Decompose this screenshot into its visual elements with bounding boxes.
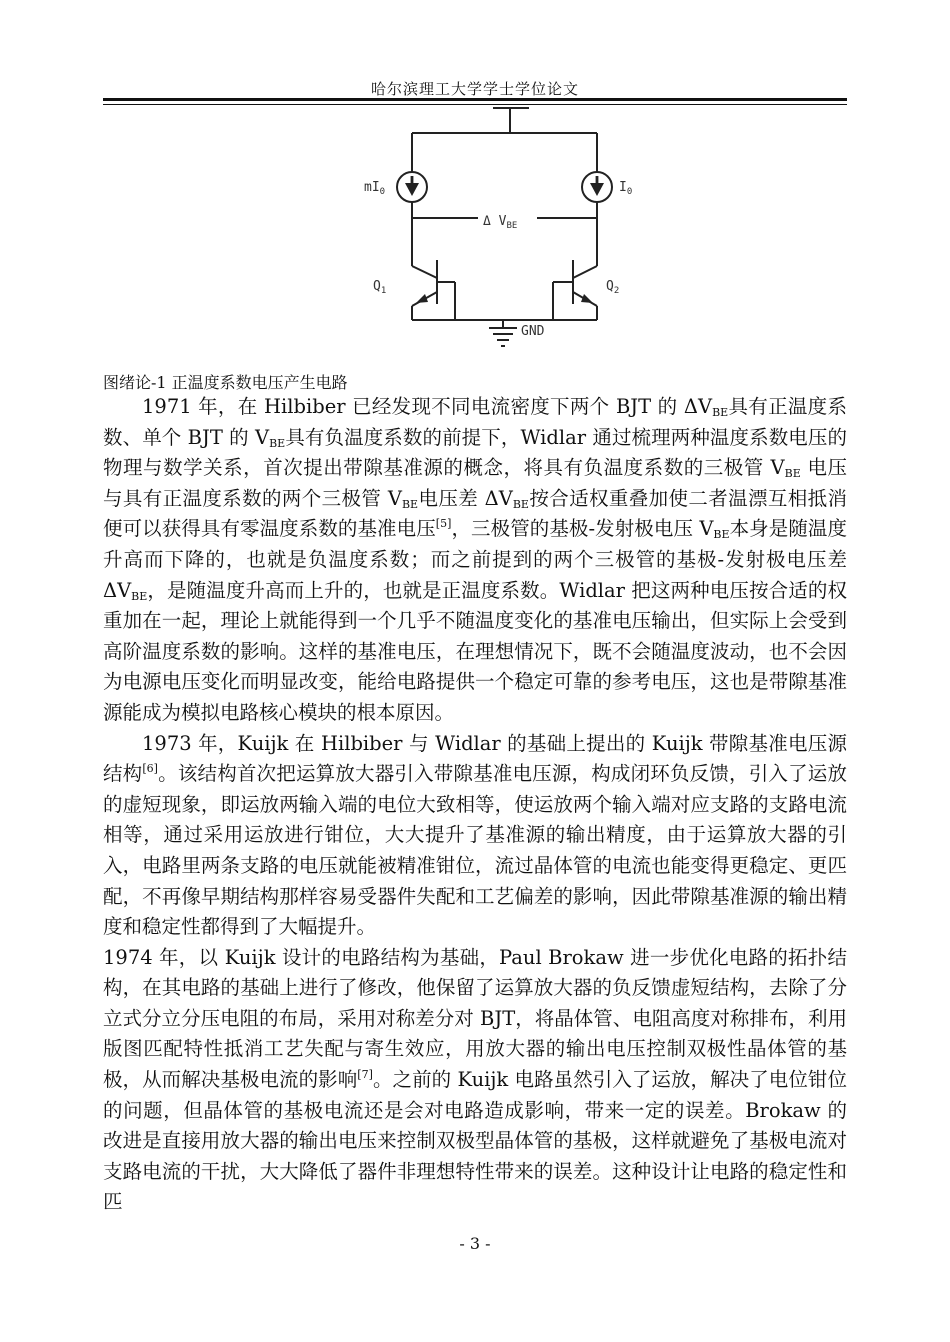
label-delta-vbe: Δ $V_{BE}$ xyxy=(483,214,518,231)
label-q1: $Q_1$ xyxy=(373,279,387,296)
circuit-figure xyxy=(355,106,655,356)
label-q2: $Q_2$ xyxy=(606,279,620,296)
page-number: - 3 - xyxy=(459,1234,491,1253)
paragraph-3: 1974 年，以 Kuijk 设计的电路结构为基础，Paul Brokaw 进一步优化电路的拓扑结构，在其电路的基础上进行了修改，他保留了运算放大器的负反馈虚短结构，去除了分立式分立分压电阻的布局，采用对称差分对 BJT，将晶体管、电阻高度对称排布，利用版图匹配特性抵消工艺失配与寄生效应，用放大器的输出电压控制双极性晶体管的基极，从而解决基极电流的影响[7]。之前的 Kuijk 电路虽然引入了运放，解决了电位钳位的问题，但晶体管的基极电流还是会对电路造成影响，带来一定的误差。Brokaw 的改进是直接用放大器的输出电压来控制双极型晶体管的基极，这样就避免了基极电流对支路电流的干扰，大大降低了器件非理想特性带来的误差。这种设计让电路的稳定性和匹 xyxy=(103,945,847,1214)
label-i0: $I_0$ xyxy=(619,180,633,197)
q1-collector xyxy=(412,266,437,278)
citation-5: [5] xyxy=(435,517,452,531)
citation-6: [6] xyxy=(142,762,158,776)
header-rule-thin xyxy=(103,104,847,105)
label-gnd: GND xyxy=(521,324,545,339)
label-mi0: $mI_0$ xyxy=(364,180,386,197)
q2-collector xyxy=(573,266,597,278)
paragraph-1: 1971 年，在 Hilbiber 已经发现不同电流密度下两个 BJT 的 $\Delta V_{BE}$具有正温度系数、单个 BJT 的 $V_{BE}$具有负温度系数的前提下，Widlar 通过梳理两种温度系数电压的物理与数学关系，首次提出带隙基准源的概念，将具有负温度系数的三极管 $V_{BE}$ 电压与具有正温度系数的两个三极管 $V_{BE}$电压差 $\Delta V_{BE}$按合适权重叠加使二者温漂互相抵消便可以获得具有零温度系数的基准电压[5]，三极管的基极-发射极电压 $V_{BE}$本身是随温度升高而下降的，也就是负温度系数；而之前提到的两个三极管的基极-发射极电压差 $\Delta V_{BE}$，是随温度升高而上升的，也就是正温度系数。Widlar 把这两种电压按合适的权重加在一起，理论上就能得到一个几乎不随温度变化的基准电压输出，但实际上会受到高阶温度系数的影响。这样的基准电压，在理想情况下，既不会随温度波动，也不会因为电源电压变化而明显改变，能给电路提供一个稳定可靠的参考电压，这也是带隙基准源能成为模拟电路核心模块的根本原因。 xyxy=(103,395,847,724)
q1-emitter-arrow xyxy=(416,294,428,303)
header-rule-thick xyxy=(103,98,847,101)
body-text xyxy=(103,392,847,1218)
paragraph-2: 1973 年，Kuijk 在 Hilbiber 与 Widlar 的基础上提出的 Kuijk 带隙基准电压源结构[6]。该结构首次把运算放大器引入带隙基准电压源，构成闭环负反馈，引入了运放的虚短现象，即运放两输入端的电位大致相等，使运放两个输入端对应支路的支路电流相等，通过采用运放进行钳位，大大提升了基准源的输出精度，由于运算放大器的引入，电路里两条支路的电压就能被精准钳位，流过晶体管的电流也能变得更稳定、更匹配，不再像早期结构那样容易受器件失配和工艺偏差的影响，因此带隙基准源的输出精度和稳定性都得到了大幅提升。 xyxy=(103,731,847,939)
citation-7: [7] xyxy=(357,1068,373,1082)
figure-caption: 图绪论-1 正温度系数电压产生电路 xyxy=(103,373,348,392)
q2-emitter-arrow xyxy=(581,294,593,303)
running-header: 哈尔滨理工大学学士学位论文 xyxy=(370,80,579,98)
